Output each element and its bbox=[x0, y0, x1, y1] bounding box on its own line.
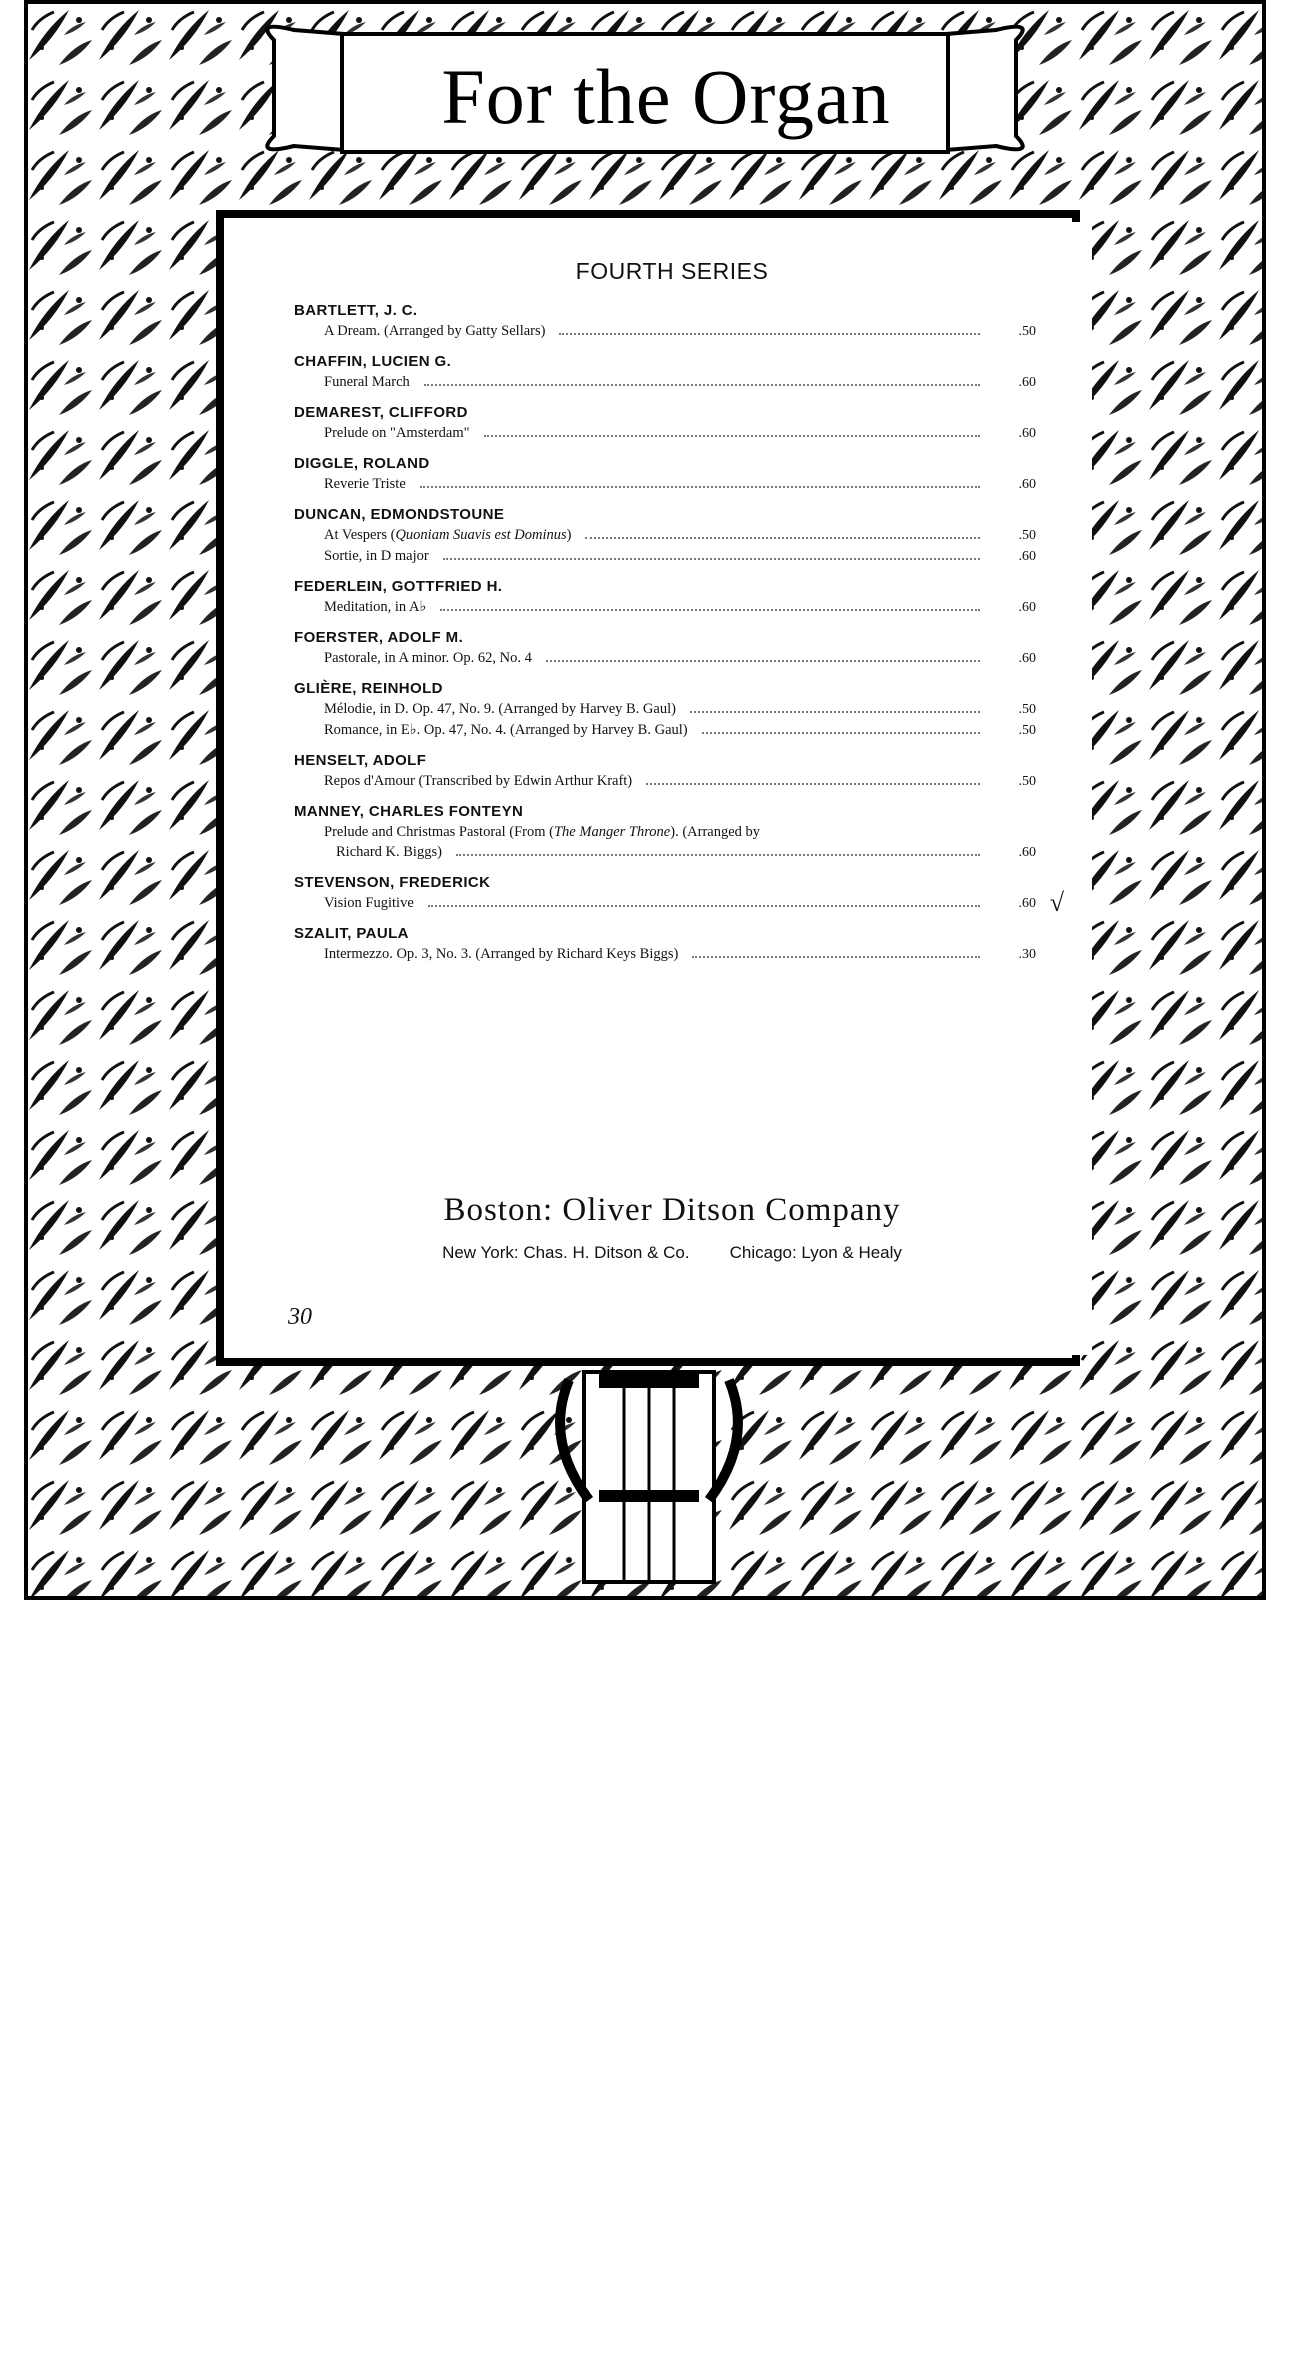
branch-chicago: Chicago: Lyon & Healy bbox=[729, 1243, 902, 1262]
work-row bbox=[294, 888, 1064, 917]
composer-name: FEDERLEIN, GOTTFRIED H. bbox=[294, 578, 503, 595]
price: .50 bbox=[1018, 723, 1036, 738]
price: .60 bbox=[1018, 477, 1036, 492]
list-item bbox=[294, 351, 1036, 393]
branch-new-york: New York: Chas. H. Ditson & Co. bbox=[442, 1243, 690, 1262]
dot-leader bbox=[424, 372, 980, 386]
publisher-name: Boston: Oliver Ditson Company bbox=[443, 1192, 901, 1228]
dot-leader bbox=[546, 648, 980, 662]
composer-name: HENSELT, ADOLF bbox=[294, 752, 427, 769]
work-title: Richard K. Biggs) bbox=[336, 844, 442, 860]
work-row bbox=[294, 597, 1036, 618]
dot-leader bbox=[484, 423, 980, 437]
price: .50 bbox=[1018, 528, 1036, 543]
list-item bbox=[294, 300, 1036, 342]
work-title: Romance, in E♭. Op. 47, No. 4. (Arranged by Harvey B. Gaul) bbox=[324, 722, 688, 738]
work-row bbox=[294, 648, 1036, 669]
composer-name: GLIÈRE, REINHOLD bbox=[294, 680, 443, 697]
composer-name: STEVENSON, FREDERICK bbox=[294, 874, 491, 891]
dot-leader bbox=[690, 699, 980, 713]
price: .60 bbox=[1018, 651, 1036, 666]
list-item bbox=[294, 576, 1036, 618]
work-row bbox=[294, 699, 1036, 720]
dot-leader bbox=[456, 842, 980, 856]
work-title: At Vespers (Quoniam Suavis est Dominus) bbox=[324, 527, 572, 543]
list-item bbox=[294, 678, 1036, 741]
price: .60 bbox=[1018, 845, 1036, 860]
work-row bbox=[294, 321, 1036, 342]
work-title: Sortie, in D major bbox=[324, 548, 429, 564]
catalog-panel bbox=[252, 222, 1092, 1355]
composer-name: FOERSTER, ADOLF M. bbox=[294, 629, 464, 646]
composer-name: MANNEY, CHARLES FONTEYN bbox=[294, 803, 524, 820]
list-item bbox=[294, 504, 1036, 567]
composer-name: CHAFFIN, LUCIEN G. bbox=[294, 353, 452, 370]
work-title: Funeral March bbox=[324, 374, 410, 390]
composer-name: BARTLETT, J. C. bbox=[294, 302, 418, 319]
work-title: Repos d'Amour (Transcribed by Edwin Arthur Kraft) bbox=[324, 773, 633, 789]
work-row bbox=[294, 525, 1036, 546]
dot-leader bbox=[692, 944, 980, 958]
work-row bbox=[294, 720, 1036, 741]
dot-leader bbox=[440, 597, 980, 611]
dot-leader bbox=[646, 771, 980, 785]
work-row bbox=[294, 842, 1036, 863]
work-title: Prelude on "Amsterdam" bbox=[324, 425, 470, 441]
composer-name: DIGGLE, ROLAND bbox=[294, 455, 430, 472]
work-row bbox=[294, 474, 1036, 495]
work-row bbox=[294, 771, 1036, 792]
work-title: Prelude and Christmas Pastoral (From (The Manger Throne). (Arranged by bbox=[324, 824, 761, 840]
composer-name: SZALIT, PAULA bbox=[294, 925, 409, 942]
dot-leader bbox=[559, 321, 980, 335]
price: .60 bbox=[1018, 426, 1036, 441]
work-row bbox=[294, 372, 1036, 393]
dot-leader bbox=[420, 474, 980, 488]
price: .60 bbox=[1018, 896, 1036, 911]
work-title: Intermezzo. Op. 3, No. 3. (Arranged by Richard Keys Biggs) bbox=[324, 946, 679, 962]
lyre-icon bbox=[560, 1372, 738, 1582]
work-title: Reverie Triste bbox=[324, 476, 406, 492]
composer-name: DEMAREST, CLIFFORD bbox=[294, 404, 468, 421]
list-item bbox=[294, 923, 1036, 965]
price: .50 bbox=[1018, 702, 1036, 717]
check-mark-icon: √ bbox=[1049, 888, 1064, 917]
list-item bbox=[294, 750, 1036, 792]
work-row bbox=[294, 546, 1036, 567]
work-title: Vision Fugitive bbox=[324, 895, 414, 911]
page-title: For the Organ bbox=[441, 53, 891, 140]
handwritten-note: 30 bbox=[288, 1304, 312, 1330]
list-item bbox=[294, 627, 1036, 669]
work-row bbox=[294, 423, 1036, 444]
dot-leader bbox=[585, 525, 980, 539]
composer-name: DUNCAN, EDMONDSTOUNE bbox=[294, 506, 505, 523]
work-row bbox=[294, 944, 1036, 965]
dot-leader bbox=[702, 720, 980, 734]
work-title: Meditation, in A♭ bbox=[324, 599, 427, 615]
title-banner bbox=[366, 36, 966, 158]
entry-list bbox=[294, 300, 1064, 974]
dot-leader bbox=[428, 893, 980, 907]
list-item bbox=[294, 402, 1036, 444]
publisher-branches bbox=[252, 1243, 1092, 1263]
price: .50 bbox=[1018, 324, 1036, 339]
price: .60 bbox=[1018, 549, 1036, 564]
list-item bbox=[294, 453, 1036, 495]
dot-leader bbox=[443, 546, 980, 560]
price: .60 bbox=[1018, 600, 1036, 615]
work-title: Pastorale, in A minor. Op. 62, No. 4 bbox=[324, 650, 532, 666]
work-title: Mélodie, in D. Op. 47, No. 9. (Arranged by Harvey B. Gaul) bbox=[324, 701, 676, 717]
work-row bbox=[294, 822, 1036, 842]
price: .30 bbox=[1018, 947, 1036, 962]
work-title: A Dream. (Arranged by Gatty Sellars) bbox=[324, 323, 546, 339]
publisher-block bbox=[252, 1192, 1092, 1263]
series-heading: FOURTH SERIES bbox=[575, 258, 769, 284]
list-item bbox=[294, 801, 1036, 863]
price: .50 bbox=[1018, 774, 1036, 789]
list-item bbox=[294, 872, 1064, 917]
cover bbox=[24, 0, 1266, 1600]
price: .60 bbox=[1018, 375, 1036, 390]
